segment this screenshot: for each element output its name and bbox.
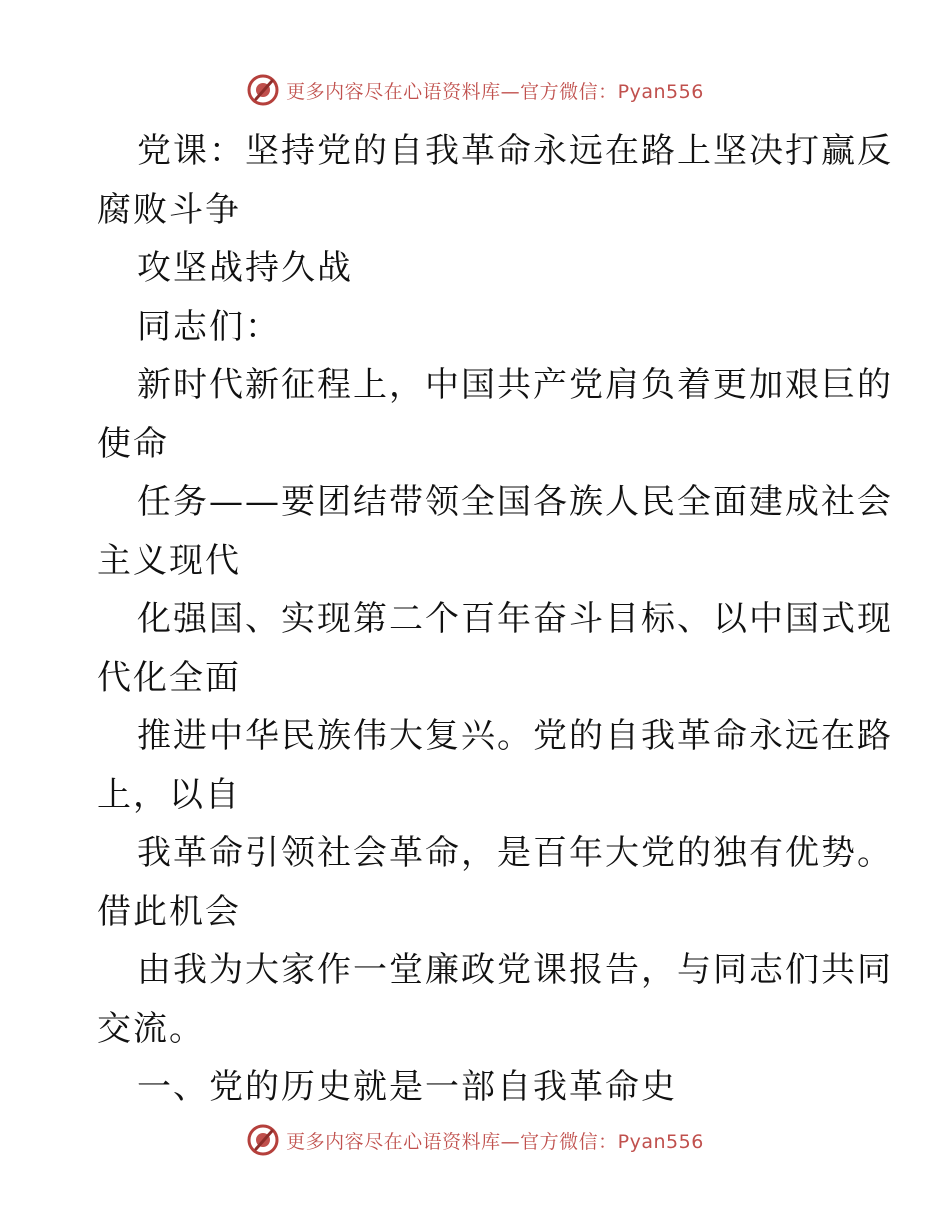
text-line: 上，以自	[97, 774, 241, 815]
text-line: 使命	[97, 423, 169, 464]
footer-banner-text: 更多内容尽在心语资料库—官方微信：Pyan556	[286, 1130, 704, 1153]
text-line: 一、党的历史就是一部自我革命史	[137, 1067, 677, 1107]
logo-icon	[246, 73, 280, 107]
text-line: 同志们：	[137, 306, 281, 347]
text-line: 我革命引领社会革命，是百年大党的独有优势。	[137, 833, 893, 873]
text-line: 腐败斗争	[97, 189, 241, 230]
header-banner-text: 更多内容尽在心语资料库—官方微信：Pyan556	[286, 80, 704, 103]
header-banner	[0, 70, 950, 110]
text-line: 攻坚战持久战	[137, 248, 353, 288]
footer-banner	[0, 1120, 950, 1160]
text-line: 党课：坚持党的自我革命永远在路上坚决打赢反	[137, 131, 893, 171]
text-line: 代化全面	[97, 657, 241, 698]
text-line: 借此机会	[97, 891, 241, 932]
logo-icon	[246, 1123, 280, 1157]
text-line: 交流。	[97, 1008, 205, 1049]
text-line: 化强国、实现第二个百年奋斗目标、以中国式现	[137, 599, 893, 639]
document-body	[97, 122, 893, 1117]
text-line: 新时代新征程上，中国共产党肩负着更加艰巨的	[137, 365, 893, 405]
text-line: 任务——要团结带领全国各族人民全面建成社会	[137, 482, 893, 522]
text-line: 由我为大家作一堂廉政党课报告，与同志们共同	[137, 950, 893, 990]
text-line: 推进中华民族伟大复兴。党的自我革命永远在路	[137, 716, 893, 756]
text-line: 主义现代	[97, 540, 241, 581]
